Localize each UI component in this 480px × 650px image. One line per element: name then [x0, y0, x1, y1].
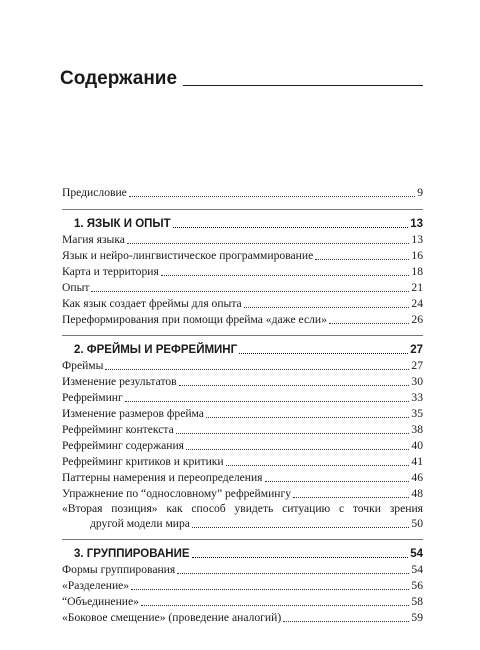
toc-entry-page: 50: [411, 517, 423, 530]
heading-rule: [183, 85, 423, 86]
dot-leader: [176, 433, 410, 434]
dot-leader: [329, 323, 410, 324]
toc-entry: [62, 312, 423, 328]
dot-leader: [265, 481, 410, 482]
toc-entry-title: Рефрейминг критиков и критики: [62, 455, 224, 468]
section-page: 54: [410, 548, 423, 560]
toc-entry: [62, 594, 423, 610]
toc-entry-page: 13: [411, 233, 423, 246]
toc-entry-page: 48: [411, 487, 423, 500]
dot-leader: [105, 369, 409, 370]
toc-entry: [62, 358, 423, 374]
toc-entry-page: 46: [411, 471, 423, 484]
toc-entry: [62, 562, 423, 578]
toc-entry-page: 18: [411, 265, 423, 278]
toc-entry: [62, 296, 423, 312]
dot-leader: [91, 291, 409, 292]
dot-leader: [161, 275, 410, 276]
toc-section-1: [62, 216, 423, 232]
toc-entry-title: Переформирования при помощи фрейма «даже если»: [62, 313, 327, 326]
toc-entry-page: 38: [411, 423, 423, 436]
dot-leader: [141, 605, 409, 606]
toc-entry-page: 40: [411, 439, 423, 452]
toc-entry-title: Паттерны намерения и переопределения: [62, 471, 263, 484]
toc-entry-title: Рефрейминг контекста: [62, 423, 174, 436]
toc-entry-page: 58: [411, 595, 423, 608]
toc-entry-page: 54: [411, 563, 423, 576]
dot-leader: [283, 621, 409, 622]
dot-leader: [244, 307, 410, 308]
dot-leader: [131, 589, 409, 590]
toc-entry-title-continuation: другой модели мира: [90, 517, 190, 530]
toc-entry-page: 35: [411, 407, 423, 420]
toc-entry-title: Опыт: [62, 281, 90, 294]
dot-leader: [127, 243, 409, 244]
section-page: 13: [410, 218, 423, 230]
toc-entry-page: 24: [411, 297, 423, 310]
toc-entry-page: 21: [411, 281, 423, 294]
dot-leader: [293, 497, 409, 498]
toc-entry-title: Упражнение по “однословному” рефреймингу: [62, 487, 292, 500]
dot-leader: [315, 259, 409, 260]
toc-entry-title: Рефрейминг: [62, 391, 123, 404]
toc-heading-text: Содержание: [60, 68, 178, 89]
toc-entry-title: «Вторая позиция» как способ увидеть ситуацию с точки зрения: [62, 502, 423, 515]
toc-entry: [62, 486, 423, 502]
toc-entry-title: Карта и территория: [62, 265, 159, 278]
dot-leader: [206, 417, 409, 418]
toc-entry-page: 56: [411, 579, 423, 592]
toc-entry: [62, 578, 423, 594]
toc-entry-title: Как язык создает фреймы для опыта: [62, 297, 242, 310]
toc-entry-page: 30: [411, 375, 423, 388]
toc-entry: [62, 248, 423, 264]
toc-entry-page: 41: [411, 455, 423, 468]
toc-section-3: [62, 546, 423, 562]
dot-leader: [129, 196, 415, 197]
dot-leader: [179, 385, 410, 386]
toc-section-2: [62, 342, 423, 358]
toc-entry: [62, 454, 423, 470]
toc-entry: [62, 390, 423, 406]
toc-entry-page: 9: [417, 186, 423, 199]
toc-heading: [60, 68, 423, 90]
toc-entry-title: «Боковое смещение» (проведение аналогий): [62, 611, 282, 624]
table-of-contents: [62, 185, 423, 626]
toc-entry: [62, 422, 423, 438]
toc-entry: [62, 406, 423, 422]
toc-entry-title: Рефрейминг содержания: [62, 439, 184, 452]
section-page: 27: [410, 344, 423, 356]
toc-entry: [62, 438, 423, 454]
toc-entry-title: «Разделение»: [62, 579, 130, 592]
toc-entry-title: Язык и нейро-лингвистическое программирование: [62, 249, 314, 262]
toc-entry: [62, 280, 423, 296]
toc-entry: [62, 610, 423, 626]
toc-entry-multiline: [62, 502, 423, 532]
toc-entry-title: Изменение размеров фрейма: [62, 407, 204, 420]
toc-entry-title: Изменение результатов: [62, 375, 177, 388]
dot-leader: [192, 557, 409, 558]
dot-leader: [173, 227, 409, 228]
toc-entry-page: 33: [411, 391, 423, 404]
section-title: 2. ФРЕЙМЫ И РЕФРЕЙМИНГ: [74, 344, 238, 356]
dot-leader: [125, 401, 410, 402]
dot-leader: [192, 527, 409, 528]
toc-entry-title: Предисловие: [62, 186, 127, 199]
dot-leader: [239, 353, 408, 354]
toc-entry: [62, 374, 423, 390]
toc-entry-preface: [62, 185, 423, 201]
toc-entry-title: “Объединение»: [62, 595, 139, 608]
dot-leader: [186, 449, 409, 450]
toc-entry-title: Формы группирования: [62, 563, 176, 576]
toc-entry-page: 59: [411, 611, 423, 624]
toc-entry-page: 27: [411, 359, 423, 372]
toc-entry-page: 26: [411, 313, 423, 326]
dot-leader: [226, 465, 410, 466]
section-title: 1. ЯЗЫК И ОПЫТ: [74, 218, 171, 230]
toc-entry: [62, 470, 423, 486]
dot-leader: [177, 573, 409, 574]
section-title: 3. ГРУППИРОВАНИЕ: [74, 548, 190, 560]
toc-entry-title: Магия языка: [62, 233, 125, 246]
toc-entry: [62, 232, 423, 248]
toc-entry-title: Фреймы: [62, 359, 104, 372]
toc-entry: [62, 264, 423, 280]
toc-entry-page: 16: [411, 249, 423, 262]
